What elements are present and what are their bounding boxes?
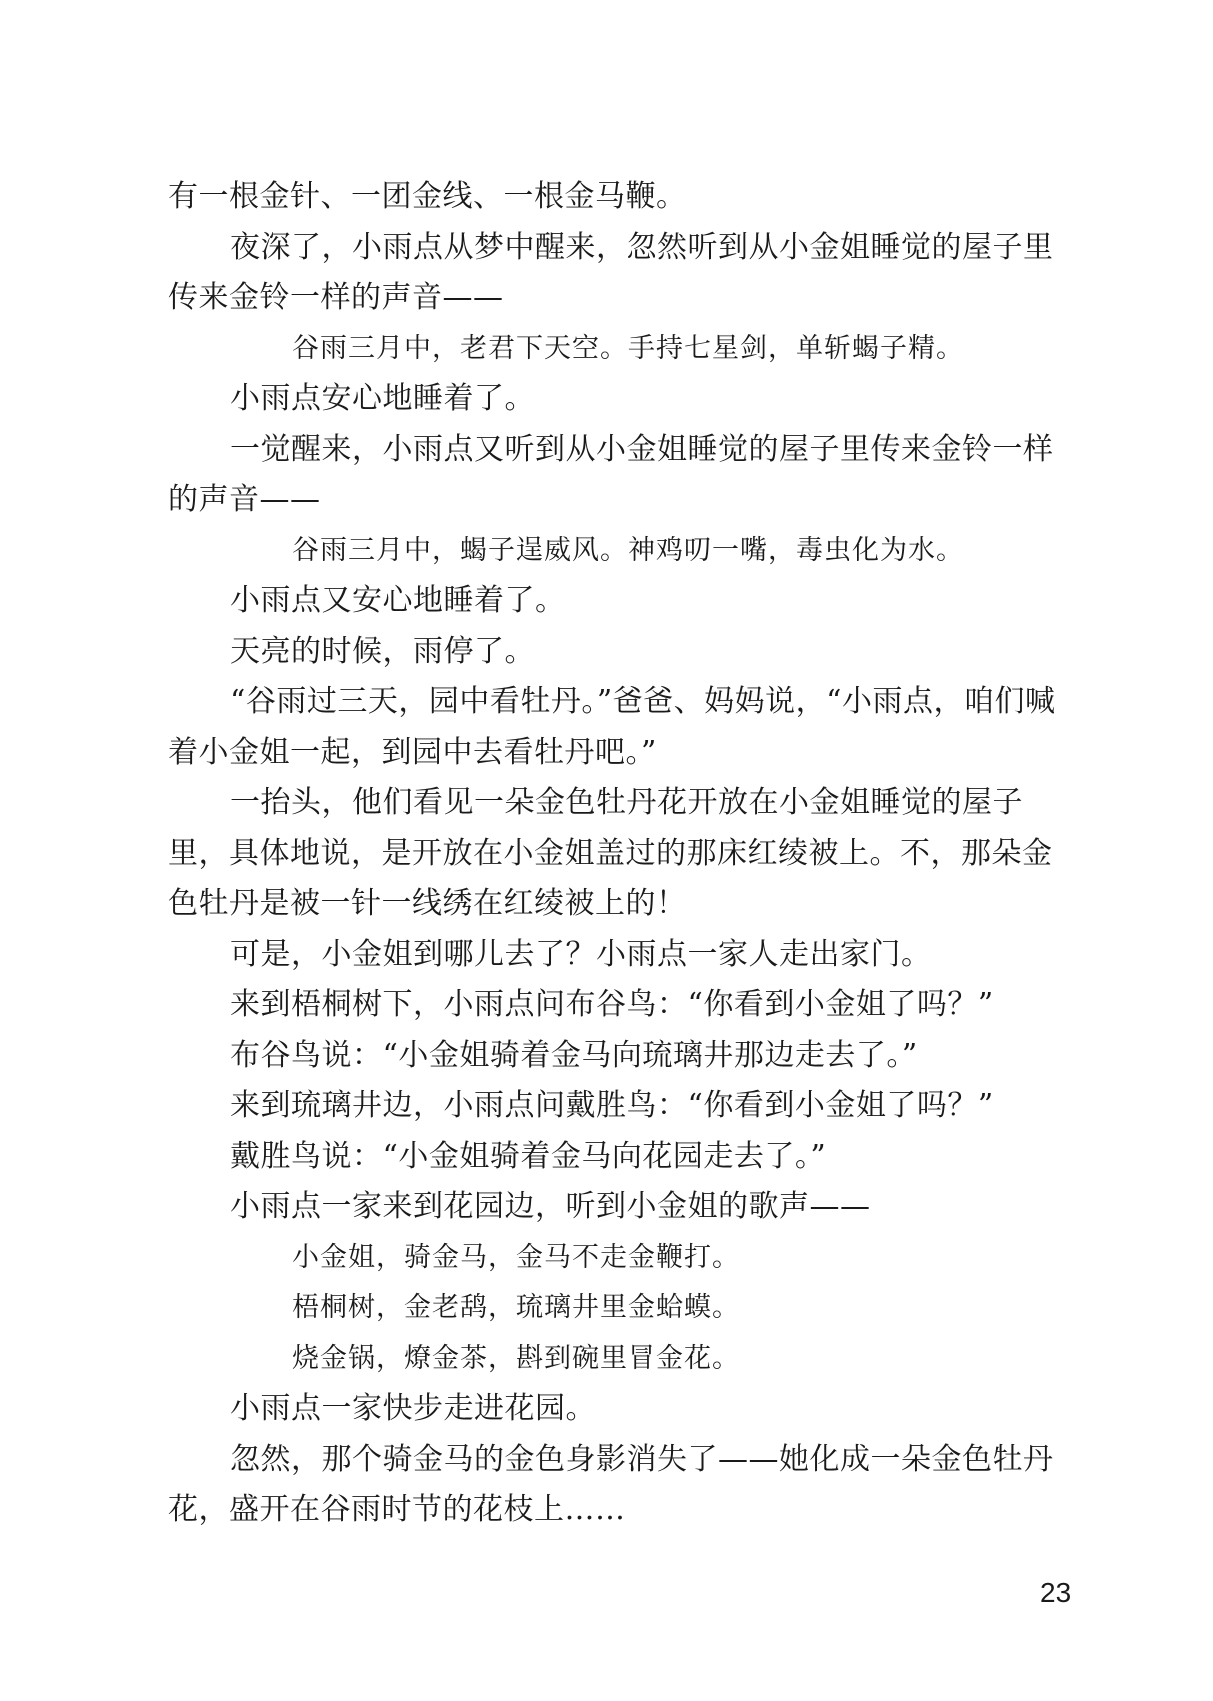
paragraph: 小雨点一家来到花园边，听到小金姐的歌声—— [230, 1189, 871, 1224]
paragraph: “谷雨过三天，园中看牡丹。”爸爸、妈妈说，“小雨点，咱们喊着小金姐一起，到园中去看牡丹吧。” [168, 684, 1056, 770]
paragraph: 布谷鸟说：“小金姐骑着金马向琉璃井那边走去了。” [230, 1037, 918, 1073]
verse-line: 梧桐树，金老鸹，琉璃井里金蛤蟆。 [292, 1292, 740, 1323]
paragraph: 来到琉璃井边，小雨点问戴胜鸟：“你看到小金姐了吗？” [230, 1088, 994, 1123]
verse-line: 谷雨三月中，老君下天空。手持七星剑，单斩蝎子精。 [292, 332, 964, 364]
paragraph: 有一根金针、一团金线、一根金马鞭。 [168, 179, 687, 214]
paragraph: 忽然，那个骑金马的金色身影消失了——她化成一朵金色牡丹花，盛开在谷雨时节的花枝上…… [168, 1441, 1054, 1527]
paragraph: 戴胜鸟说：“小金姐骑着金马向花园走去了。” [230, 1138, 827, 1174]
page-number: 23 [1040, 1577, 1072, 1608]
paragraph: 小雨点又安心地睡着了。 [230, 583, 566, 618]
verse-line: 烧金锅，燎金茶，斟到碗里冒金花。 [292, 1342, 740, 1374]
paragraph: 来到梧桐树下，小雨点问布谷鸟：“你看到小金姐了吗？” [230, 987, 994, 1022]
paragraph: 小雨点一家快步走进花园。 [230, 1391, 596, 1426]
verse-line: 谷雨三月中，蝎子逞威风。神鸡叨一嘴，毒虫化为水。 [292, 534, 964, 566]
paragraph: 一觉醒来，小雨点又听到从小金姐睡觉的屋子里传来金铃一样的声音—— [168, 431, 1054, 517]
paragraph: 一抬头，他们看见一朵金色牡丹花开放在小金姐睡觉的屋子里，具体地说，是开放在小金姐盖过的那床红绫被上。不，那朵金色牡丹是被一针一线绣在红绫被上的！ [168, 785, 1053, 921]
paragraph: 小雨点安心地睡着了。 [230, 381, 535, 416]
verse-line: 小金姐，骑金马，金马不走金鞭打。 [292, 1241, 740, 1273]
body-text [168, 172, 1068, 1536]
paragraph: 天亮的时候，雨停了。 [230, 633, 535, 669]
paragraph: 可是，小金姐到哪儿去了？小雨点一家人走出家门。 [230, 936, 932, 972]
paragraph: 夜深了，小雨点从梦中醒来，忽然听到从小金姐睡觉的屋子里传来金铃一样的声音—— [168, 229, 1054, 315]
